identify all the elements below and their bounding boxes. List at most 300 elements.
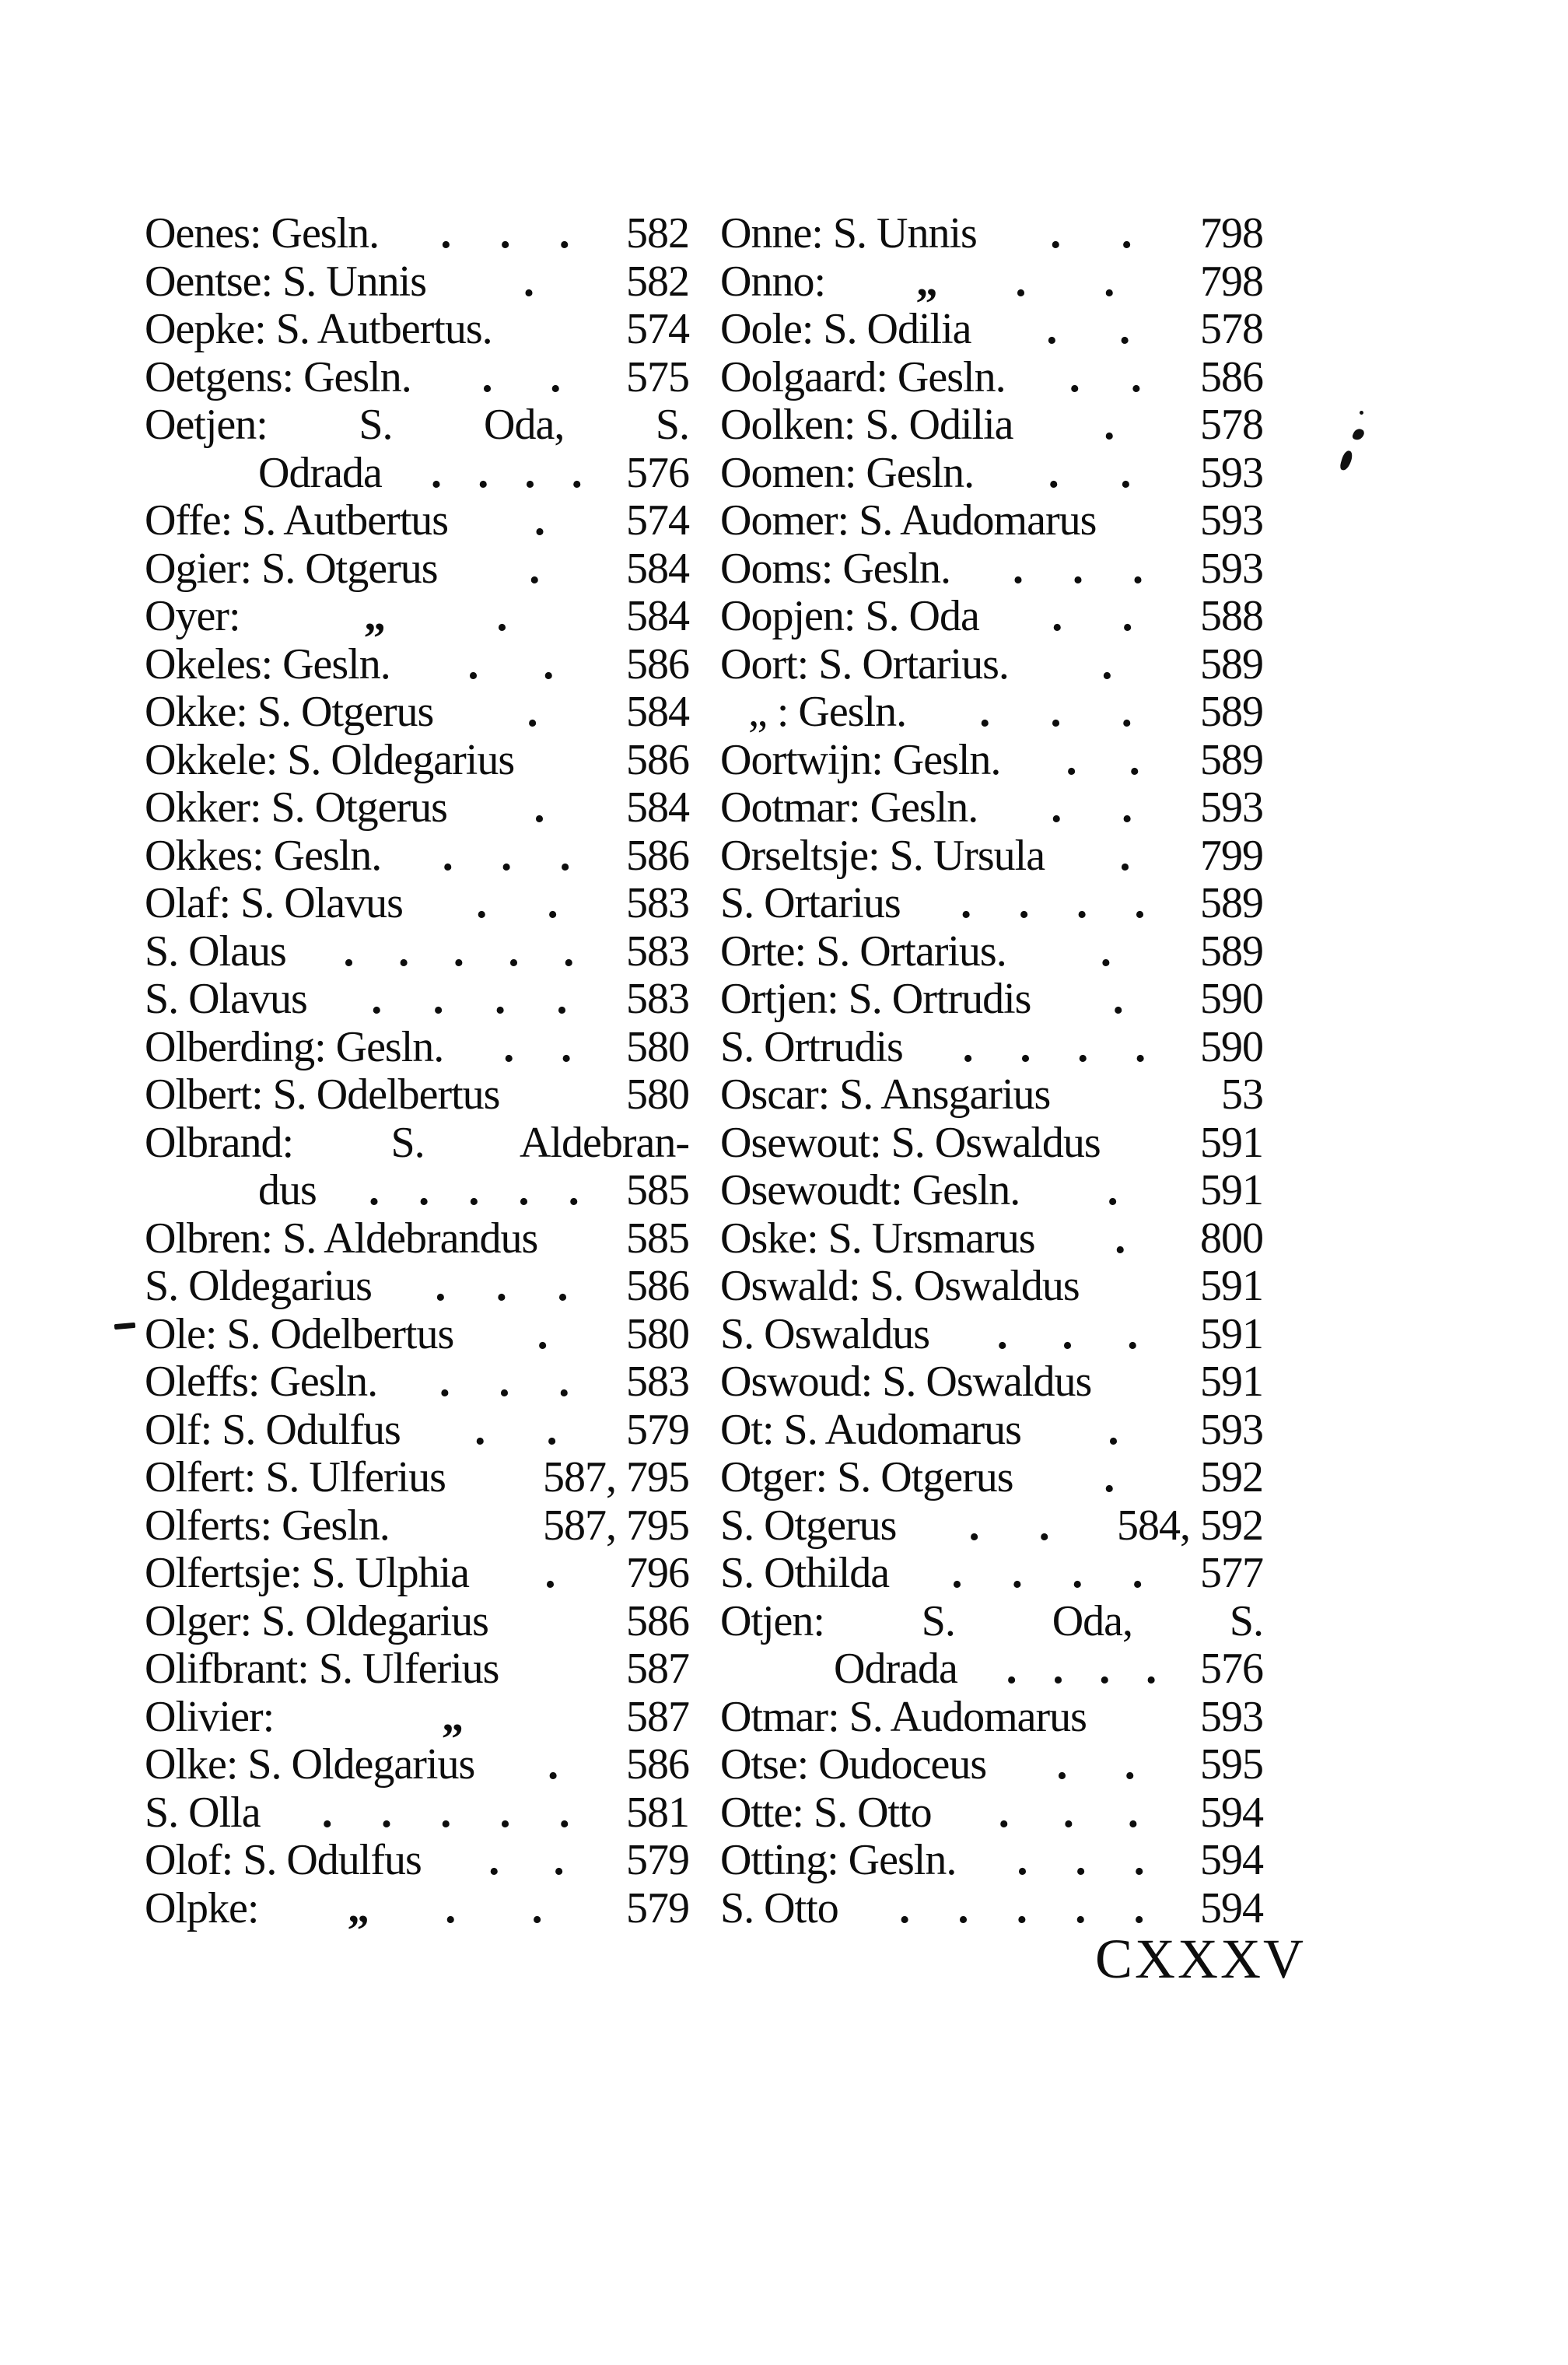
entry-leaders xyxy=(1035,1215,1200,1263)
index-entry xyxy=(720,497,1263,545)
leader-dot: . xyxy=(503,1022,514,1071)
entry-label: Oolken: S. Odilia xyxy=(720,401,1013,449)
entry-label: Orseltsje: S. Ursula xyxy=(720,831,1045,880)
entry-label: Oort: S. Ortarius. xyxy=(720,639,1009,688)
index-entry xyxy=(720,1885,1263,1933)
leader-dot: . xyxy=(1120,448,1131,497)
entry-label: S. Olaus xyxy=(145,927,286,976)
entry-page-number: 586 xyxy=(626,831,689,880)
index-entry xyxy=(720,928,1263,976)
entry-leaders xyxy=(1045,832,1200,881)
index-entry xyxy=(145,1358,689,1407)
entry-page-number: 594 xyxy=(1200,1836,1263,1884)
entry-leaders xyxy=(974,450,1200,498)
leader-dot: . xyxy=(1119,831,1130,880)
leader-dot: . xyxy=(495,975,506,1023)
leader-dot: . xyxy=(1100,927,1111,976)
entry-label: Osewoudt: Gesln. xyxy=(720,1166,1020,1214)
leader-dot: . xyxy=(547,879,558,927)
index-entry xyxy=(720,1358,1263,1407)
leader-dot: . xyxy=(998,1788,1009,1837)
entry-label: Oortwijn: Gesln. xyxy=(720,735,1001,784)
leader-dot: . xyxy=(1129,735,1139,784)
index-entry xyxy=(145,1024,689,1072)
leader-dot: . xyxy=(1127,1788,1138,1837)
leader-dot: . xyxy=(1121,688,1132,736)
entry-leaders xyxy=(1009,641,1200,689)
leader-dot: . xyxy=(1108,1405,1118,1454)
entry-page-number: 593 xyxy=(1200,1692,1263,1741)
leader-dot: . xyxy=(1122,592,1132,640)
leader-dot: . xyxy=(435,1262,446,1310)
entry-label: Onno: xyxy=(720,257,825,306)
leader-dot: . xyxy=(1115,1214,1125,1263)
index-entry xyxy=(720,545,1263,594)
entry-label: Okkele: S. Oldegarius xyxy=(145,735,515,784)
leader-dot: . xyxy=(1066,735,1076,784)
index-entry xyxy=(145,1741,689,1789)
index-entry xyxy=(145,354,689,402)
index-entry xyxy=(720,1215,1263,1263)
entry-leaders xyxy=(274,1694,626,1742)
leader-dot: . xyxy=(432,975,443,1023)
leader-dot: . xyxy=(996,1309,1007,1358)
leader-dot: . xyxy=(534,783,544,832)
leader-dot: . xyxy=(524,448,535,497)
entry-label: Olbert: S. Odelbertus xyxy=(145,1070,500,1119)
entry-page-number: 53 xyxy=(1221,1070,1263,1119)
leader-dot: . xyxy=(368,1166,379,1214)
entry-leaders xyxy=(971,306,1200,354)
entry-label: S. Oldegarius xyxy=(145,1262,372,1310)
entry-page-number: 589 xyxy=(1200,927,1263,976)
leader-dot: . xyxy=(481,352,492,401)
entry-label: Oopjen: S. Oda xyxy=(720,592,979,640)
index-entry xyxy=(720,880,1263,928)
entry-page-number: 591 xyxy=(1200,1309,1263,1358)
entry-label: Oetjen: S. Oda, S. xyxy=(145,401,689,449)
leader-dot: . xyxy=(962,1022,973,1071)
index-entry xyxy=(720,1119,1263,1168)
index-entry xyxy=(720,1024,1263,1072)
index-entry xyxy=(145,210,689,258)
entry-page-number: 576 xyxy=(626,448,689,497)
index-entry xyxy=(145,593,689,641)
leader-dot: . xyxy=(1015,257,1026,306)
entry-label: Olke: S. Oldegarius xyxy=(145,1740,475,1789)
entry-leaders xyxy=(307,976,626,1024)
index-entry xyxy=(145,976,689,1024)
entry-leaders xyxy=(390,641,626,689)
entry-page-number: 584 xyxy=(626,544,689,593)
leader-dot: . xyxy=(1050,688,1061,736)
leader-dot: . xyxy=(442,831,453,880)
entry-leaders xyxy=(411,354,626,402)
entry-page-number: 574 xyxy=(626,305,689,353)
entry-page-number: 587 xyxy=(626,1692,689,1741)
entry-leaders xyxy=(447,784,626,832)
leader-dot: . xyxy=(546,1405,557,1454)
leader-dot: . xyxy=(899,1883,910,1932)
entry-label: Olger: S. Oldegarius xyxy=(145,1596,488,1645)
entry-label: Okke: S. Otgerus xyxy=(145,688,434,736)
entry-label: Oomer: S. Audomarus xyxy=(720,496,1097,545)
entry-page-number: 585 xyxy=(626,1166,689,1214)
leader-dot: . xyxy=(398,927,409,976)
leader-dot: . xyxy=(495,1262,506,1310)
leader-dot: . xyxy=(440,209,451,258)
leader-dot: . xyxy=(527,688,537,736)
entry-page-number: 589 xyxy=(1200,639,1263,688)
leader-dot: . xyxy=(529,544,540,593)
entry-label: S. Olavus xyxy=(145,975,307,1023)
leader-dot: . xyxy=(1062,1788,1073,1837)
leader-dot: . xyxy=(979,688,990,736)
entry-label: Olbrand: S. Aldebran- xyxy=(145,1118,689,1167)
entry-leaders xyxy=(932,1789,1200,1838)
entry-page-number: 580 xyxy=(626,1309,689,1358)
entry-page-number: 798 xyxy=(1200,257,1263,306)
index-entry xyxy=(720,1167,1263,1215)
entry-label: Onne: S. Unnis xyxy=(720,209,977,258)
entry-label: Olbren: S. Aldebrandus xyxy=(145,1214,538,1263)
leader-dot: . xyxy=(1051,783,1062,832)
leader-dot: . xyxy=(1076,879,1087,927)
index-entry xyxy=(145,545,689,594)
leader-dot: . xyxy=(1052,592,1062,640)
leader-dot: . xyxy=(476,879,487,927)
index-entry xyxy=(720,1263,1263,1311)
leader-dot: . xyxy=(518,1166,529,1214)
entry-label: S. Otgerus xyxy=(720,1501,897,1550)
index-entry xyxy=(145,641,689,689)
entry-leaders xyxy=(448,497,626,545)
entry-page-number: 583 xyxy=(626,879,689,927)
leader-dot: . xyxy=(558,209,569,258)
index-entry xyxy=(720,1550,1263,1598)
index-entry xyxy=(145,1550,689,1598)
entry-page-number: 579 xyxy=(626,1836,689,1884)
entry-leaders xyxy=(372,1263,626,1311)
leader-dot: . xyxy=(537,1309,548,1358)
entry-label: Oenes: Gesln. xyxy=(145,209,380,258)
index-entry xyxy=(720,1598,1263,1646)
entry-page-number: 593 xyxy=(1200,544,1263,593)
entry-leaders xyxy=(1020,1167,1200,1215)
index-entry xyxy=(720,1837,1263,1885)
leader-dot: . xyxy=(474,1405,485,1454)
leader-dot: . xyxy=(544,1549,555,1597)
entry-label: Orte: S. Ortarius. xyxy=(720,927,1006,976)
entry-leaders xyxy=(1013,1454,1200,1502)
leader-dot: . xyxy=(1134,879,1145,927)
folio-page-number: CXXXV xyxy=(1095,1928,1307,1990)
entry-page-number: 580 xyxy=(626,1022,689,1071)
entry-label: Oswoud: S. Oswaldus xyxy=(720,1358,1092,1406)
entry-page-number: 595 xyxy=(1200,1740,1263,1789)
entry-label: Okker: S. Otgerus xyxy=(145,783,447,832)
entry-label: Otse: Oudoceus xyxy=(720,1740,987,1789)
entry-label: Olivier: xyxy=(145,1692,275,1741)
index-entry xyxy=(720,1741,1263,1789)
index-entry xyxy=(145,1167,689,1215)
entry-page-number: 591 xyxy=(1200,1118,1263,1167)
index-entry xyxy=(145,401,689,450)
entry-label: S. Olla xyxy=(145,1788,261,1837)
leader-dot: . xyxy=(1016,1883,1027,1932)
leader-dot: . xyxy=(1048,448,1059,497)
entry-page-number: 593 xyxy=(1200,1405,1263,1454)
entry-page-number: 589 xyxy=(1200,879,1263,927)
entry-label: S. Othilda xyxy=(720,1549,890,1597)
ink-speck-icon xyxy=(1339,450,1354,471)
entry-label: Otjen: S. Oda, S. xyxy=(720,1596,1263,1645)
leader-dot: . xyxy=(1011,1549,1022,1597)
leader-dot: . xyxy=(440,1788,451,1837)
leader-dot: . xyxy=(1046,305,1057,353)
leader-dot: . xyxy=(1077,1022,1088,1071)
entry-label: Otmar: S. Audomarus xyxy=(720,1692,1087,1741)
leader-dot: . xyxy=(558,1788,569,1837)
leader-dot: . xyxy=(453,927,464,976)
leader-dot: . xyxy=(1050,209,1061,258)
index-entry xyxy=(145,737,689,785)
leader-dot: . xyxy=(548,1740,558,1789)
leader-dot: . xyxy=(1124,1740,1135,1789)
leader-dot: . xyxy=(1119,305,1130,353)
leader-dot: . xyxy=(1062,1309,1073,1358)
entry-page-number: 586 xyxy=(626,735,689,784)
entry-leaders xyxy=(929,1311,1200,1359)
entry-label: Olaf: S. Olavus xyxy=(145,879,403,927)
entry-label: Ooms: Gesln. xyxy=(720,544,950,593)
index-entry xyxy=(145,928,689,976)
entry-leaders xyxy=(1021,1407,1200,1455)
index-entry xyxy=(720,1407,1263,1455)
leader-dot: . xyxy=(951,1549,962,1597)
entry-label: dus xyxy=(258,1166,317,1214)
entry-page-number: 589 xyxy=(1200,735,1263,784)
ditto-mark: „ xyxy=(364,592,385,640)
leader-dot: . xyxy=(1104,1453,1115,1501)
entry-leaders xyxy=(433,688,626,737)
ditto-mark: „ xyxy=(915,257,937,306)
entry-leaders xyxy=(838,1885,1200,1933)
entry-page-number: 593 xyxy=(1200,783,1263,832)
index-entry xyxy=(145,688,689,737)
entry-page-number: 593 xyxy=(1200,496,1263,545)
index-entry xyxy=(720,210,1263,258)
leader-dot: . xyxy=(553,1836,564,1884)
leader-dot: . xyxy=(1056,1740,1067,1789)
index-entry xyxy=(720,641,1263,689)
index-column-left xyxy=(145,210,689,1932)
leader-dot: . xyxy=(1006,1645,1017,1693)
entry-page-number: 584, 592 xyxy=(1117,1501,1263,1550)
entry-leaders xyxy=(1006,928,1200,976)
entry-leaders xyxy=(901,880,1200,928)
entry-label: Ot: S. Audomarus xyxy=(720,1405,1021,1454)
entry-page-number: 589 xyxy=(1200,688,1263,736)
index-entry xyxy=(145,450,689,498)
index-entry xyxy=(720,976,1263,1024)
entry-label: Otting: Gesln. xyxy=(720,1836,957,1884)
index-entry xyxy=(145,1502,689,1550)
entry-label: Oske: S. Ursmarus xyxy=(720,1214,1035,1263)
index-entry xyxy=(720,737,1263,785)
entry-leaders xyxy=(956,1837,1200,1885)
leader-dot: . xyxy=(321,1788,332,1837)
index-entry xyxy=(145,1598,689,1646)
entry-label: Osewout: S. Oswaldus xyxy=(720,1118,1101,1167)
index-entry xyxy=(720,1454,1263,1502)
index-entry xyxy=(720,688,1263,737)
entry-page-number: 594 xyxy=(1200,1788,1263,1837)
index-entry xyxy=(720,1645,1263,1694)
index-entry xyxy=(145,1311,689,1359)
entry-label: Oole: S. Odilia xyxy=(720,305,971,353)
entry-label: Oomen: Gesln. xyxy=(720,448,975,497)
index-entry xyxy=(145,1645,689,1694)
entry-label: Okkes: Gesln. xyxy=(145,831,382,880)
index-entry xyxy=(145,880,689,928)
index-entry xyxy=(145,1263,689,1311)
leader-dot: . xyxy=(1020,1022,1031,1071)
entry-leaders xyxy=(379,210,626,258)
leader-dot: . xyxy=(571,448,582,497)
leader-dot: . xyxy=(1038,1501,1049,1550)
entry-label: „ : Gesln. xyxy=(748,688,907,736)
index-entry xyxy=(720,1071,1263,1119)
index-entry xyxy=(720,1502,1263,1550)
index-entry xyxy=(145,1407,689,1455)
index-entry xyxy=(145,497,689,545)
leader-dot: . xyxy=(445,1883,456,1932)
entry-page-number: 591 xyxy=(1200,1166,1263,1214)
entry-page-number: 591 xyxy=(1200,1262,1263,1310)
leader-dot: . xyxy=(1101,639,1112,688)
entry-label: Oentse: S. Unnis xyxy=(145,257,426,306)
leader-dot: . xyxy=(1013,544,1023,593)
entry-label: Ole: S. Odelbertus xyxy=(145,1309,454,1358)
entry-leaders xyxy=(1013,401,1200,450)
entry-label: Olferts: Gesln. xyxy=(145,1501,390,1550)
entry-leaders xyxy=(825,258,1200,307)
leader-dot: . xyxy=(1132,1549,1143,1597)
entry-label: Offe: S. Autbertus xyxy=(145,496,449,545)
leader-dot: . xyxy=(561,1022,572,1071)
entry-leaders xyxy=(317,1167,626,1215)
index-entry xyxy=(720,784,1263,832)
entry-page-number: 800 xyxy=(1200,1214,1263,1263)
entry-label: Olf: S. Odulfus xyxy=(145,1405,401,1454)
leader-dot: . xyxy=(508,927,519,976)
index-entry xyxy=(145,1119,689,1168)
leader-dot: . xyxy=(531,1883,542,1932)
index-entry xyxy=(145,1694,689,1742)
entry-leaders xyxy=(381,832,626,881)
ditto-mark: „ xyxy=(347,1883,369,1932)
entry-page-number: 587 xyxy=(626,1645,689,1693)
leader-dot: . xyxy=(558,1358,569,1406)
leader-dot: . xyxy=(550,352,561,401)
ink-speck-icon xyxy=(1352,427,1366,442)
entry-page-number: 583 xyxy=(626,1358,689,1406)
leader-dot: . xyxy=(499,209,510,258)
entry-leaders xyxy=(979,593,1200,641)
entry-leaders xyxy=(889,1550,1200,1598)
entry-page-number: 799 xyxy=(1200,831,1263,880)
entry-label: Olifbrant: S. Ulferius xyxy=(145,1645,499,1693)
index-entry xyxy=(145,258,689,307)
entry-leaders xyxy=(977,210,1200,258)
leader-dot: . xyxy=(559,831,570,880)
leader-dot: . xyxy=(1075,1883,1086,1932)
entry-page-number: 588 xyxy=(1200,592,1263,640)
entry-label: S. Otto xyxy=(720,1883,838,1932)
entry-label: Olfertsje: S. Ulphia xyxy=(145,1549,470,1597)
entry-leaders xyxy=(443,1024,626,1072)
leader-dot: . xyxy=(431,448,442,497)
entry-page-number: 578 xyxy=(1200,305,1263,353)
leader-dot: . xyxy=(1075,1836,1086,1884)
leader-dot: . xyxy=(488,1836,499,1884)
entry-leaders xyxy=(453,1311,626,1359)
entry-label: Oleffs: Gesln. xyxy=(145,1358,378,1406)
entry-label: S. Oswaldus xyxy=(720,1309,930,1358)
entry-leaders xyxy=(403,880,626,928)
entry-page-number: 584 xyxy=(626,688,689,736)
leader-dot: . xyxy=(381,1788,392,1837)
entry-page-number: 583 xyxy=(626,975,689,1023)
entry-leaders xyxy=(426,258,626,307)
entry-page-number: 586 xyxy=(1200,352,1263,401)
entry-label: Oolgaard: Gesln. xyxy=(720,352,1006,401)
leader-dot: . xyxy=(563,927,574,976)
leader-dot: . xyxy=(523,257,534,306)
index-entry xyxy=(720,354,1263,402)
index-entry xyxy=(720,1789,1263,1838)
entry-page-number: 579 xyxy=(626,1883,689,1932)
ink-speck-icon xyxy=(1360,411,1363,415)
leader-dot: . xyxy=(371,975,382,1023)
leader-dot: . xyxy=(343,927,354,976)
entry-leaders xyxy=(903,1024,1200,1072)
entry-label: Oswald: S. Oswaldus xyxy=(720,1262,1080,1310)
entry-leaders xyxy=(986,1741,1200,1789)
entry-leaders xyxy=(978,784,1200,832)
index-entry xyxy=(145,1885,689,1933)
entry-page-number: 590 xyxy=(1200,975,1263,1023)
entry-page-number: 587, 795 xyxy=(543,1453,689,1501)
entry-label: Oetgens: Gesln. xyxy=(145,352,411,401)
entry-leaders xyxy=(1006,354,1200,402)
entry-label: Olfert: S. Ulferius xyxy=(145,1453,446,1501)
index-entry xyxy=(720,593,1263,641)
entry-label: Odrada xyxy=(258,448,382,497)
leader-dot: . xyxy=(496,592,507,640)
entry-label: Olberding: Gesln. xyxy=(145,1022,444,1071)
leader-dot: . xyxy=(499,1358,509,1406)
entry-page-number: 577 xyxy=(1200,1549,1263,1597)
index-entry xyxy=(145,1071,689,1119)
index-entry xyxy=(145,784,689,832)
leader-dot: . xyxy=(534,496,545,545)
entry-page-number: 582 xyxy=(626,209,689,258)
leader-dot: . xyxy=(1121,209,1132,258)
entry-leaders xyxy=(286,928,626,976)
leader-dot: . xyxy=(1072,1549,1083,1597)
